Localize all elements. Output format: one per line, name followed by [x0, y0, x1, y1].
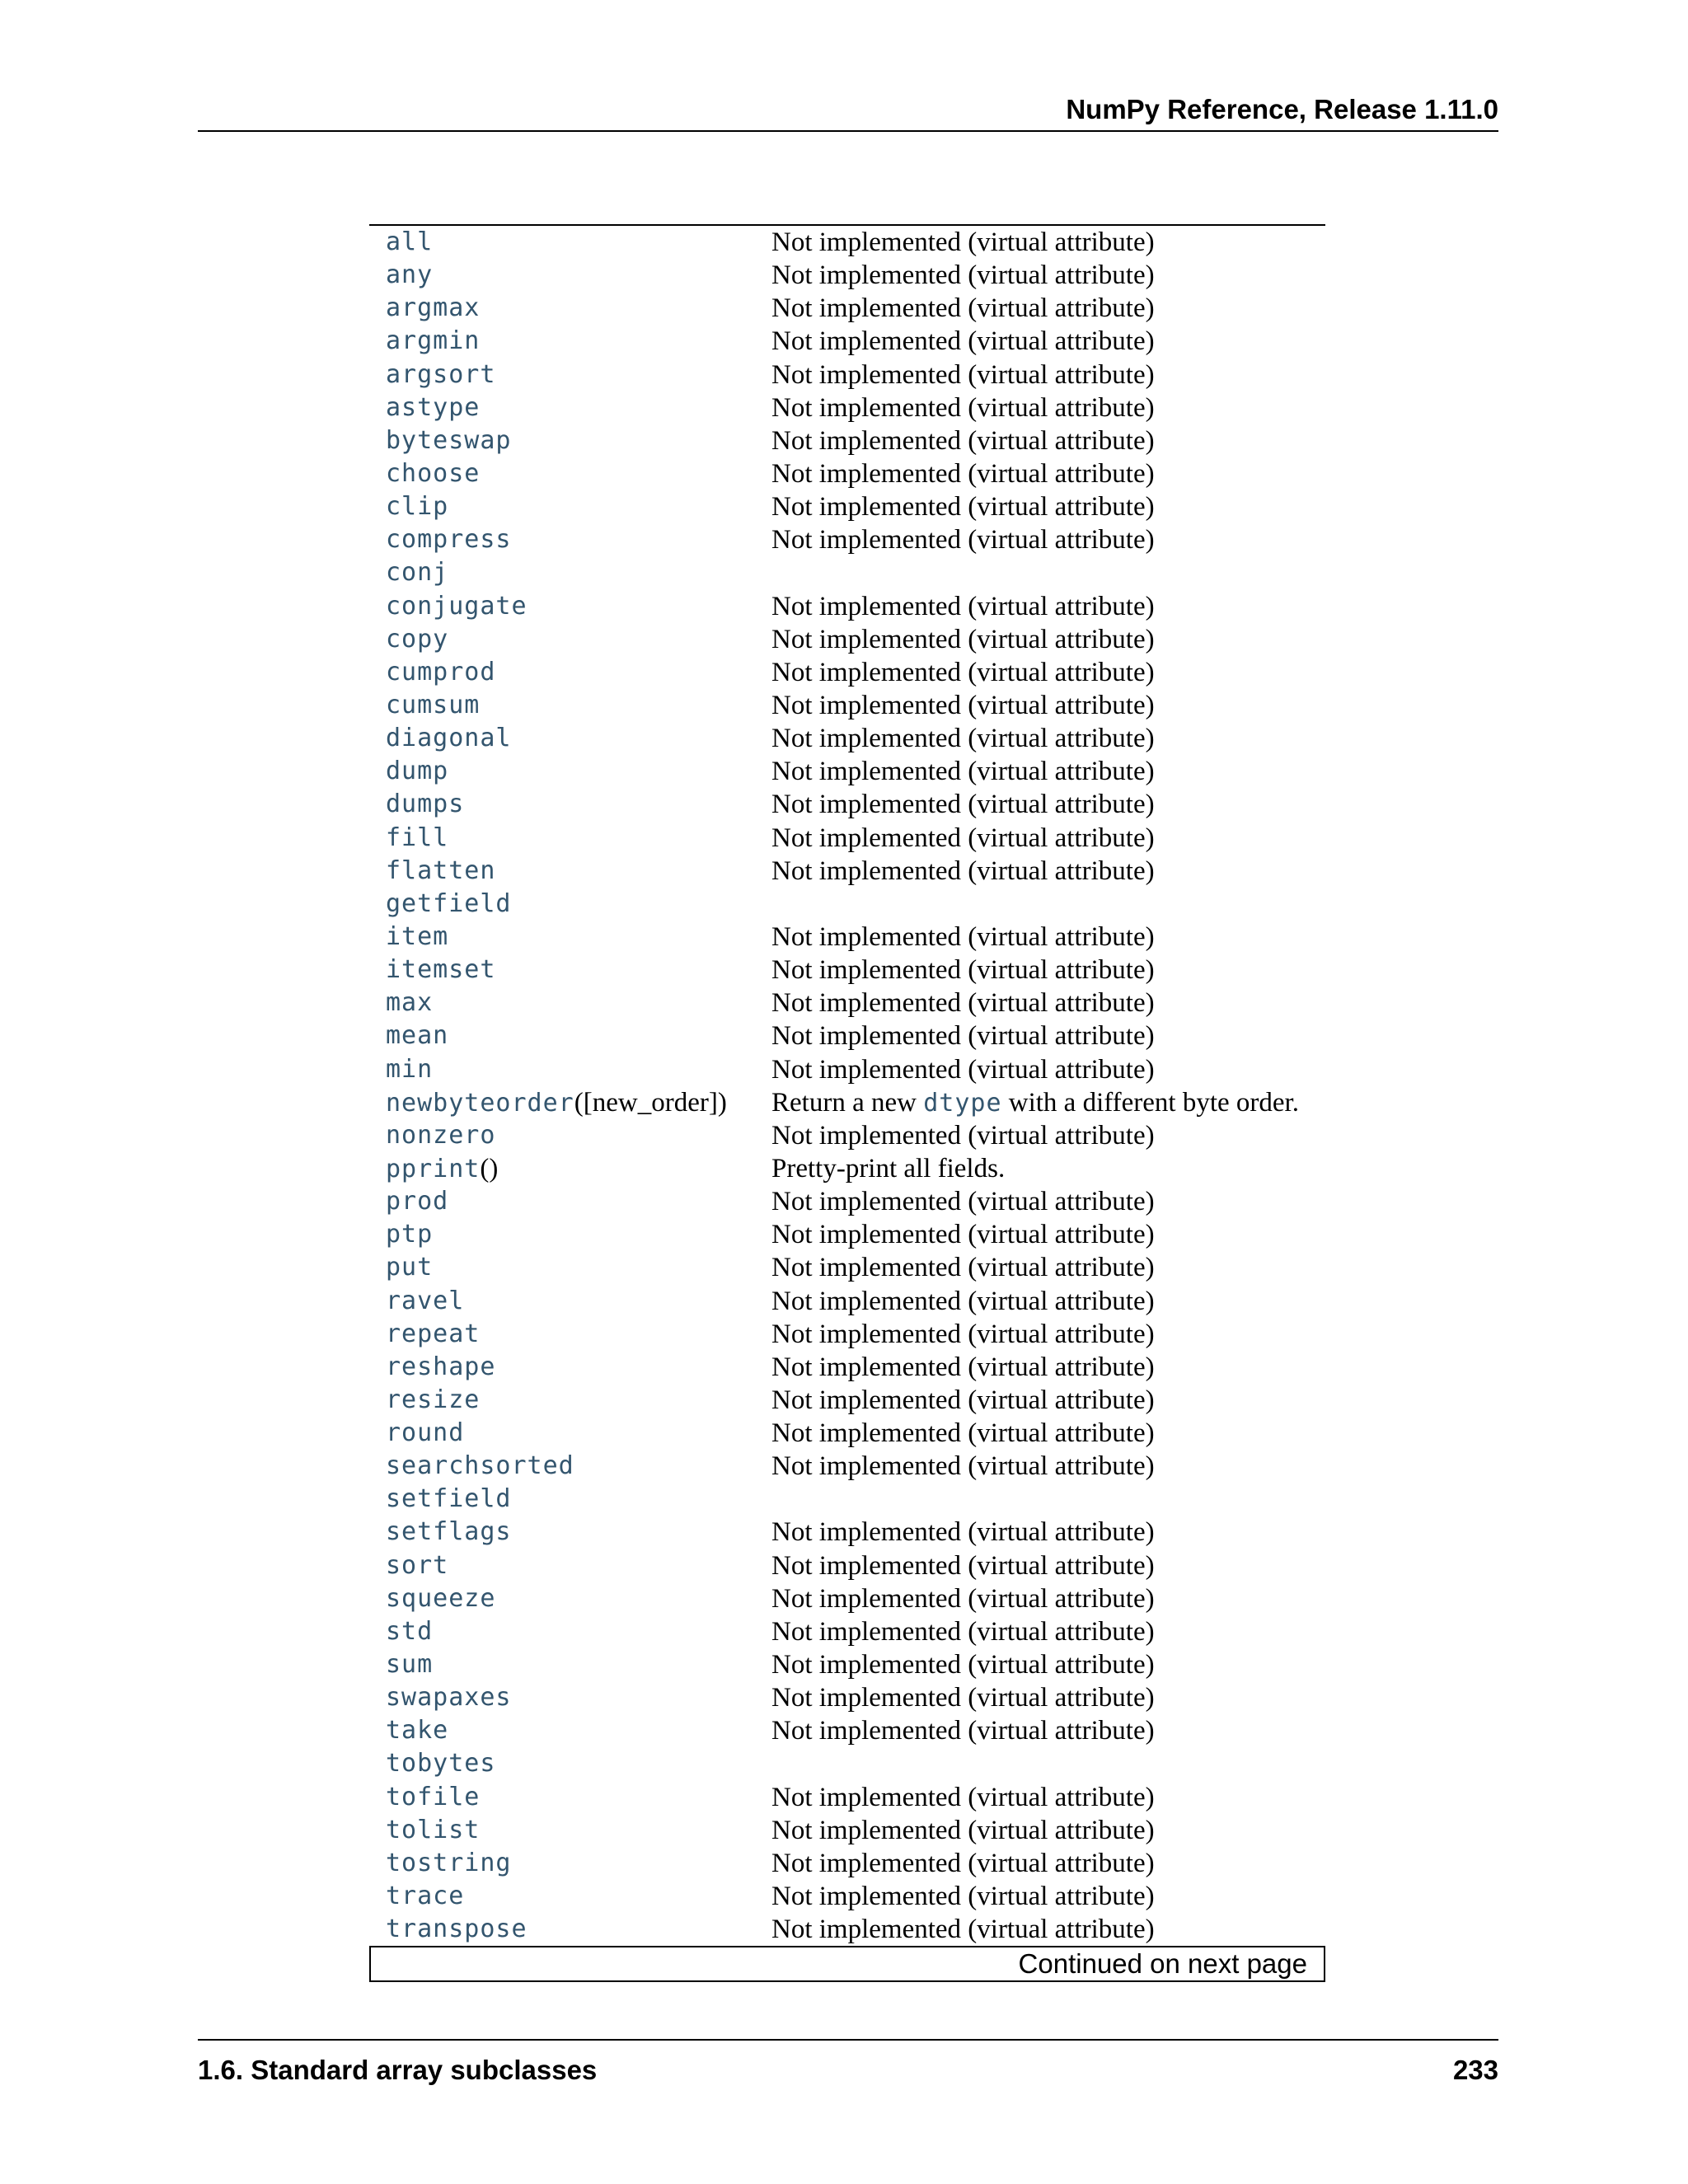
method-name-cell: [386, 1053, 433, 1086]
method-name-cell: [386, 1747, 495, 1780]
table-row: [369, 656, 1325, 689]
method-name-cell: [386, 656, 495, 689]
table-row: [369, 1549, 1325, 1582]
table-row: [369, 788, 1325, 821]
table-row: [369, 1318, 1325, 1351]
method-description: Not implemented (virtual attribute): [771, 1319, 1155, 1349]
method-link[interactable]: take: [386, 1716, 449, 1746]
method-description: Not implemented (virtual attribute): [771, 1616, 1155, 1647]
method-link[interactable]: sort: [386, 1550, 449, 1580]
method-description: Not implemented (virtual attribute): [771, 227, 1155, 257]
method-description: Not implemented (virtual attribute): [771, 392, 1155, 423]
table-row: [369, 1714, 1325, 1747]
method-description: Not implemented (virtual attribute): [771, 1220, 1155, 1250]
method-name-cell: [386, 457, 480, 490]
method-name-cell: [386, 1285, 464, 1318]
method-link[interactable]: diagonal: [386, 724, 512, 753]
method-name-cell: [386, 292, 480, 325]
method-description: Not implemented (virtual attribute): [771, 790, 1155, 820]
table-row: [369, 556, 1325, 589]
method-name-cell: [386, 1351, 495, 1384]
method-link[interactable]: compress: [386, 525, 512, 555]
table-row: [369, 755, 1325, 788]
method-name-cell: [386, 1119, 495, 1152]
method-description: Not implemented (virtual attribute): [771, 1716, 1155, 1746]
table-row: [369, 1384, 1325, 1417]
table-row: [369, 1053, 1325, 1086]
table-row: [369, 1516, 1325, 1549]
method-description: Not implemented (virtual attribute): [771, 724, 1155, 754]
table-row: [369, 226, 1325, 259]
method-link[interactable]: astype: [386, 392, 481, 422]
table-row: [369, 457, 1325, 490]
method-description: Not implemented (virtual attribute): [771, 855, 1155, 886]
dtype-link[interactable]: dtype: [923, 1088, 1002, 1118]
method-link[interactable]: itemset: [386, 955, 496, 985]
table-row: [369, 1086, 1325, 1119]
method-description: Not implemented (virtual attribute): [771, 1550, 1155, 1581]
method-name-cell: [386, 226, 433, 259]
method-description: Not implemented (virtual attribute): [771, 1848, 1155, 1878]
table-row: [369, 490, 1325, 523]
method-description: Not implemented (virtual attribute): [771, 492, 1155, 523]
method-link[interactable]: fill: [386, 823, 449, 852]
method-link[interactable]: ptp: [386, 1220, 434, 1249]
method-table: [369, 224, 1325, 1946]
table-row: [369, 391, 1325, 424]
method-link[interactable]: byteswap: [386, 425, 512, 455]
method-description: Not implemented (virtual attribute): [771, 1915, 1155, 1945]
method-description: Not implemented (virtual attribute): [771, 657, 1155, 687]
method-description: Not implemented (virtual attribute): [771, 757, 1155, 787]
method-signature: ([new_order]): [574, 1087, 727, 1118]
method-name-cell: [386, 1218, 433, 1251]
method-name-cell: [386, 325, 480, 358]
method-name-cell: [386, 1318, 480, 1351]
method-name-cell: [386, 1814, 480, 1847]
method-link[interactable]: all: [386, 227, 434, 256]
method-link[interactable]: searchsorted: [386, 1451, 574, 1481]
method-link[interactable]: dumps: [386, 790, 465, 819]
method-name-cell: [386, 1781, 480, 1814]
method-name-cell: [386, 1450, 574, 1483]
method-description: Pretty-print all fields.: [771, 1153, 1006, 1183]
footer-section-title: 1.6. Standard array subclasses: [198, 2055, 598, 2085]
method-link[interactable]: repeat: [386, 1319, 481, 1348]
method-link[interactable]: sum: [386, 1650, 434, 1680]
method-name-cell: [386, 722, 512, 755]
table-row: [369, 921, 1325, 954]
table-row: [369, 1417, 1325, 1450]
table-row: [369, 1847, 1325, 1880]
method-name-cell: [386, 888, 512, 921]
method-name-cell: [386, 523, 512, 556]
footer-page-number: 233: [1452, 2055, 1498, 2085]
table-row: [369, 954, 1325, 987]
description-text: with a different byte order.: [1001, 1087, 1299, 1118]
method-description: Not implemented (virtual attribute): [771, 1187, 1155, 1217]
method-name-cell: [386, 1681, 512, 1714]
method-link[interactable]: round: [386, 1418, 465, 1448]
table-row: [369, 424, 1325, 457]
method-name-cell: [386, 1483, 512, 1516]
method-link[interactable]: prod: [386, 1187, 449, 1216]
method-link[interactable]: trace: [386, 1882, 465, 1911]
method-link[interactable]: newbyteorder: [386, 1088, 574, 1118]
method-name-cell: [386, 1152, 498, 1186]
table-row: [369, 523, 1325, 556]
method-link[interactable]: argmin: [386, 326, 481, 356]
method-link[interactable]: getfield: [386, 888, 512, 918]
method-signature: (): [480, 1153, 499, 1183]
method-link[interactable]: tofile: [386, 1782, 481, 1811]
table-row: [369, 1152, 1325, 1185]
table-row: [369, 1185, 1325, 1218]
method-link[interactable]: pprint: [386, 1154, 481, 1183]
running-footer: [198, 2039, 1498, 2087]
method-description: Not implemented (virtual attribute): [771, 525, 1155, 555]
method-link[interactable]: swapaxes: [386, 1683, 512, 1713]
method-description: Not implemented (virtual attribute): [771, 326, 1155, 357]
method-link[interactable]: dump: [386, 757, 449, 786]
description-text: Return a new: [771, 1087, 924, 1118]
method-description: Not implemented (virtual attribute): [771, 690, 1155, 720]
table-row: [369, 623, 1325, 656]
method-name-cell: [386, 1913, 528, 1946]
method-description: Not implemented (virtual attribute): [771, 1418, 1155, 1449]
method-name-cell: [386, 1582, 495, 1615]
method-description: Not implemented (virtual attribute): [771, 458, 1155, 489]
method-link[interactable]: squeeze: [386, 1583, 496, 1613]
method-name-cell: [386, 1516, 512, 1549]
method-name-cell: [386, 1384, 480, 1417]
method-name-cell: [386, 490, 448, 523]
method-link[interactable]: cumsum: [386, 690, 481, 719]
table-row: [369, 1615, 1325, 1648]
method-link[interactable]: cumprod: [386, 657, 496, 687]
table-row: [369, 987, 1325, 1019]
method-link[interactable]: reshape: [386, 1352, 496, 1381]
method-link[interactable]: argmax: [386, 293, 481, 323]
table-row: [369, 1681, 1325, 1714]
table-row: [369, 359, 1325, 391]
method-link[interactable]: max: [386, 988, 434, 1018]
method-name-cell: [386, 689, 480, 722]
table-row: [369, 1814, 1325, 1847]
table-row: [369, 1251, 1325, 1284]
continued-notice: [369, 1946, 1325, 1982]
method-link[interactable]: resize: [386, 1385, 481, 1414]
method-name-cell: [386, 1086, 727, 1120]
table-row: [369, 1285, 1325, 1318]
method-name-cell: [386, 1714, 448, 1747]
table-row: [369, 1351, 1325, 1384]
method-description: Not implemented (virtual attribute): [771, 1782, 1155, 1812]
method-name-cell: [386, 788, 464, 821]
method-description: Not implemented (virtual attribute): [771, 1286, 1155, 1316]
method-name-cell: [386, 822, 448, 855]
table-row: [369, 1913, 1325, 1946]
method-name-cell: [386, 1019, 448, 1052]
method-description: Not implemented (virtual attribute): [771, 591, 1155, 621]
table-row: [369, 722, 1325, 755]
method-description: Not implemented (virtual attribute): [771, 988, 1155, 1019]
method-name-cell: [386, 1880, 464, 1913]
method-description: Not implemented (virtual attribute): [771, 1451, 1155, 1482]
method-link[interactable]: tobytes: [386, 1749, 496, 1779]
table-row: [369, 1880, 1325, 1913]
table-row: [369, 1483, 1325, 1516]
method-description: Not implemented (virtual attribute): [771, 1517, 1155, 1548]
method-description: [771, 1086, 1299, 1120]
method-description: Not implemented (virtual attribute): [771, 1054, 1155, 1085]
method-name-cell: [386, 1417, 464, 1450]
method-description: Not implemented (virtual attribute): [771, 359, 1155, 390]
continued-label: Continued on next page: [1018, 1948, 1307, 1979]
method-name-cell: [386, 755, 448, 788]
table-row: [369, 1648, 1325, 1681]
table-row: [369, 822, 1325, 855]
method-link[interactable]: transpose: [386, 1915, 528, 1944]
method-description: Not implemented (virtual attribute): [771, 260, 1155, 291]
method-description: Not implemented (virtual attribute): [771, 1120, 1155, 1151]
method-link[interactable]: conj: [386, 558, 449, 588]
method-link[interactable]: mean: [386, 1021, 449, 1051]
method-name-cell: [386, 954, 495, 987]
table-row: [369, 590, 1325, 623]
method-name-cell: [386, 1615, 433, 1648]
method-name-cell: [386, 1185, 448, 1218]
table-row: [369, 1582, 1325, 1615]
method-link[interactable]: min: [386, 1054, 434, 1084]
method-description: Not implemented (virtual attribute): [771, 921, 1155, 952]
method-description: Not implemented (virtual attribute): [771, 1385, 1155, 1415]
method-name-cell: [386, 1251, 433, 1284]
method-link[interactable]: nonzero: [386, 1120, 496, 1150]
method-name-cell: [386, 921, 448, 954]
table-row: [369, 689, 1325, 722]
method-description: Not implemented (virtual attribute): [771, 823, 1155, 853]
method-description: Not implemented (virtual attribute): [771, 1253, 1155, 1283]
method-link[interactable]: clip: [386, 492, 449, 522]
table-row: [369, 855, 1325, 888]
method-link[interactable]: choose: [386, 458, 481, 488]
method-name-cell: [386, 590, 528, 623]
method-description: Not implemented (virtual attribute): [771, 425, 1155, 456]
table-row: [369, 1119, 1325, 1152]
header-title: NumPy Reference, Release 1.11.0: [1066, 94, 1498, 124]
method-name-cell: [386, 1847, 512, 1880]
method-description: Not implemented (virtual attribute): [771, 293, 1155, 324]
method-description: Not implemented (virtual attribute): [771, 1583, 1155, 1614]
method-name-cell: [386, 623, 448, 656]
method-description: Not implemented (virtual attribute): [771, 1882, 1155, 1912]
running-header: [198, 92, 1498, 132]
method-name-cell: [386, 1648, 433, 1681]
table-row: [369, 1218, 1325, 1251]
method-description: Not implemented (virtual attribute): [771, 1352, 1155, 1382]
method-link[interactable]: copy: [386, 624, 449, 654]
method-name-cell: [386, 391, 480, 424]
method-name-cell: [386, 556, 448, 589]
method-name-cell: [386, 987, 433, 1019]
method-link[interactable]: tostring: [386, 1848, 512, 1877]
method-description: Not implemented (virtual attribute): [771, 1650, 1155, 1680]
method-link[interactable]: setflags: [386, 1517, 512, 1547]
method-link[interactable]: tolist: [386, 1815, 481, 1844]
method-description: Not implemented (virtual attribute): [771, 1815, 1155, 1845]
method-link[interactable]: conjugate: [386, 591, 528, 621]
method-name-cell: [386, 424, 512, 457]
method-link[interactable]: ravel: [386, 1286, 465, 1315]
table-row: [369, 1019, 1325, 1052]
method-link[interactable]: put: [386, 1253, 434, 1282]
method-description: Not implemented (virtual attribute): [771, 1683, 1155, 1713]
table-row: [369, 888, 1325, 921]
method-link[interactable]: flatten: [386, 855, 496, 885]
method-description: Not implemented (virtual attribute): [771, 1021, 1155, 1052]
method-description: Not implemented (virtual attribute): [771, 955, 1155, 986]
table-row: [369, 1781, 1325, 1814]
table-row: [369, 259, 1325, 292]
method-link[interactable]: item: [386, 921, 449, 951]
table-row: [369, 1450, 1325, 1483]
method-link[interactable]: setfield: [386, 1484, 512, 1514]
method-link[interactable]: std: [386, 1616, 434, 1646]
method-name-cell: [386, 359, 495, 391]
method-name-cell: [386, 259, 433, 292]
method-link[interactable]: argsort: [386, 359, 496, 389]
table-row: [369, 292, 1325, 325]
table-row: [369, 325, 1325, 358]
method-name-cell: [386, 1549, 448, 1582]
table-row: [369, 1747, 1325, 1780]
method-description: Not implemented (virtual attribute): [771, 624, 1155, 654]
method-name-cell: [386, 855, 495, 888]
method-link[interactable]: any: [386, 260, 434, 290]
